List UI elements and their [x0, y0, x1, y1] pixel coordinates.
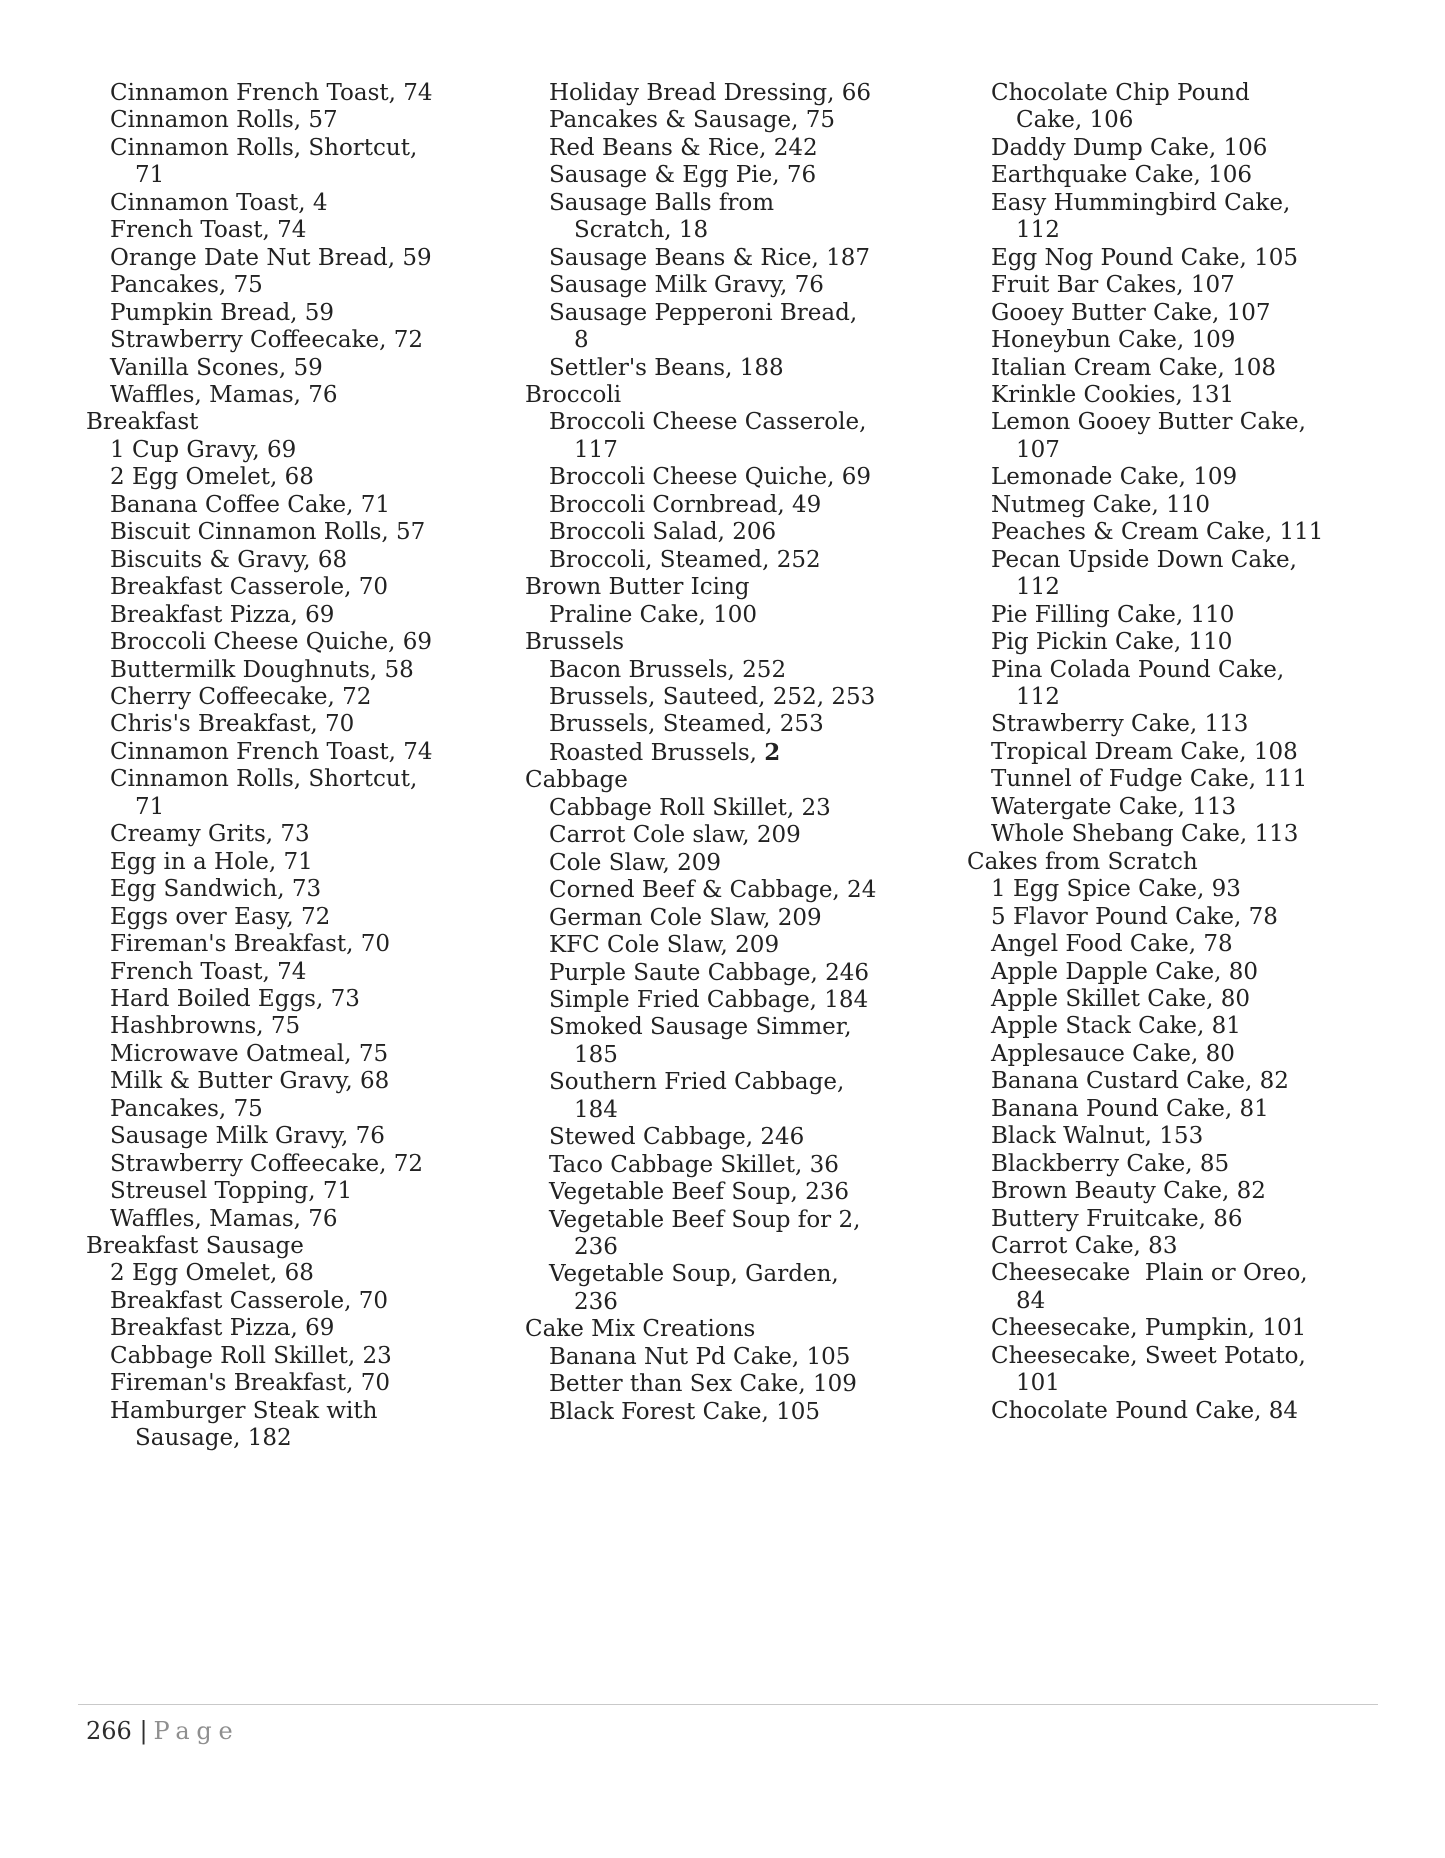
index-entry: Cole Slaw, 209 [549, 849, 722, 876]
index-entry: Chocolate Pound Cake, 84 [991, 1397, 1299, 1424]
index-entry: Broccoli Cornbread, 49 [549, 491, 822, 518]
index-entry-continuation: 101 [1016, 1370, 1060, 1397]
index-entry: Pancakes, 75 [110, 272, 263, 299]
index-entry: Chris's Breakfast, 70 [110, 711, 355, 738]
index-entry: Waffles, Mamas, 76 [110, 381, 338, 408]
index-entry: Pecan Upside Down Cake, [991, 546, 1297, 573]
index-entry-continuation: 185 [574, 1041, 618, 1068]
index-entry: Chocolate Chip Pound [991, 80, 1250, 106]
index-entry-continuation: 184 [574, 1096, 618, 1123]
index-entry: Eggs over Easy, 72 [110, 903, 331, 930]
index-entry: Apple Stack Cake, 81 [991, 1013, 1241, 1040]
index-section-heading: Cabbage [525, 767, 628, 794]
index-entry: Purple Saute Cabbage, 246 [549, 959, 870, 986]
footer-separator-bar: | [139, 1717, 148, 1745]
index-entry: Cheesecake, Sweet Potato, [991, 1342, 1306, 1369]
index-entry-continuation: 8 [574, 327, 589, 354]
index-entry: Vegetable Beef Soup, 236 [549, 1179, 850, 1206]
index-entry: Pina Colada Pound Cake, [991, 656, 1285, 683]
index-entry: French Toast, 74 [110, 958, 307, 985]
index-entry: Gooey Butter Cake, 107 [991, 299, 1271, 326]
index-entry: Pancakes, 75 [110, 1095, 263, 1122]
index-entry: Egg Nog Pound Cake, 105 [991, 244, 1298, 271]
index-entry: Cinnamon Rolls, Shortcut, [110, 134, 418, 161]
footer-divider [78, 1704, 1378, 1705]
index-entry-continuation: 117 [574, 436, 618, 463]
index-entry: Sausage Milk Gravy, 76 [549, 272, 824, 299]
index-entry: Italian Cream Cake, 108 [991, 354, 1277, 381]
index-entry: Cheesecake Plain or Oreo, [991, 1260, 1308, 1287]
index-entry: Lemonade Cake, 109 [991, 464, 1238, 491]
index-entry: Cinnamon French Toast, 74 [110, 80, 433, 106]
index-entry: Angel Food Cake, 78 [991, 931, 1233, 958]
index-entry: Biscuit Cinnamon Rolls, 57 [110, 519, 426, 546]
index-entry: Banana Custard Cake, 82 [991, 1068, 1289, 1095]
index-entry: Egg in a Hole, 71 [110, 848, 313, 875]
index-entry: Cinnamon French Toast, 74 [110, 738, 433, 765]
index-section-heading: Cakes from Scratch [967, 848, 1198, 875]
index-entry: Taco Cabbage Skillet, 36 [549, 1151, 839, 1178]
index-entry: Apple Skillet Cake, 80 [991, 985, 1251, 1012]
index-entry-continuation: 236 [574, 1234, 618, 1261]
index-entry: Simple Fried Cabbage, 184 [549, 986, 869, 1013]
index-entry: 1 Cup Gravy, 69 [110, 436, 297, 463]
index-entry: Tropical Dream Cake, 108 [991, 738, 1298, 765]
index-entry: Daddy Dump Cake, 106 [991, 134, 1268, 161]
index-entry: Hashbrowns, 75 [110, 1013, 301, 1040]
index-entry: Waffles, Mamas, 76 [110, 1205, 338, 1232]
index-entry: Fireman's Breakfast, 70 [110, 931, 391, 958]
index-entry: Cabbage Roll Skillet, 23 [110, 1342, 392, 1369]
index-entry: Broccoli Cheese Casserole, [549, 409, 867, 436]
index-entry: 5 Flavor Pound Cake, 78 [991, 903, 1278, 930]
index-entry: Nutmeg Cake, 110 [991, 491, 1211, 518]
index-entry: Blackberry Cake, 85 [991, 1150, 1230, 1177]
index-entry: Fruit Bar Cakes, 107 [991, 272, 1235, 299]
index-entry: Bacon Brussels, 252 [549, 656, 787, 683]
index-entry-continuation: Scratch, 18 [574, 217, 709, 244]
index-entry: Streusel Topping, 71 [110, 1178, 353, 1205]
index-entry: Watergate Cake, 113 [991, 793, 1237, 820]
index-entry: Smoked Sausage Simmer, [549, 1014, 852, 1041]
index-entry: Sausage & Egg Pie, 76 [549, 162, 817, 189]
index-entry: Brown Beauty Cake, 82 [991, 1178, 1266, 1205]
index-entry: Breakfast Pizza, 69 [110, 601, 335, 628]
index-entry: Strawberry Cake, 113 [991, 711, 1249, 738]
index-entry: 2 Egg Omelet, 68 [110, 464, 314, 491]
index-entry: Roasted Brussels, 2 [549, 738, 781, 766]
index-entry: Red Beans & Rice, 242 [549, 134, 818, 161]
index-entry-continuation: 112 [1016, 217, 1060, 244]
index-entry: Strawberry Coffeecake, 72 [110, 1150, 424, 1177]
page-footer [86, 1716, 239, 1746]
index-entry: Vegetable Beef Soup for 2, [549, 1206, 861, 1233]
index-entry: Cinnamon Rolls, 57 [110, 107, 338, 134]
index-entry: Biscuits & Gravy, 68 [110, 546, 348, 573]
index-entry: Banana Pound Cake, 81 [991, 1095, 1269, 1122]
footer-page-label: Page [153, 1717, 240, 1745]
index-entry: Broccoli Cheese Quiche, 69 [549, 464, 871, 491]
index-entry: Stewed Cabbage, 246 [549, 1124, 805, 1151]
index-entry: Pig Pickin Cake, 110 [991, 629, 1233, 656]
index-section-heading: Brown Butter Icing [525, 574, 750, 601]
index-entry: Sausage Beans & Rice, 187 [549, 244, 871, 271]
index-entry: Krinkle Cookies, 131 [991, 381, 1235, 408]
index-entry: Buttery Fruitcake, 86 [991, 1205, 1243, 1232]
index-entry: Cinnamon Rolls, Shortcut, [110, 766, 418, 793]
index-entry: Sausage Milk Gravy, 76 [110, 1123, 385, 1150]
index-column-1 [86, 80, 433, 1453]
index-entry: Cinnamon Toast, 4 [110, 189, 328, 216]
index-entry: Buttermilk Doughnuts, 58 [110, 656, 414, 683]
index-entry: Milk & Butter Gravy, 68 [110, 1068, 390, 1095]
index-entry: Black Walnut, 153 [991, 1123, 1204, 1150]
index-entry: Carrot Cake, 83 [991, 1233, 1178, 1260]
index-entry: Cherry Coffeecake, 72 [110, 683, 372, 710]
index-entry: Brussels, Steamed, 253 [549, 711, 824, 738]
index-entry: Lemon Gooey Butter Cake, [991, 409, 1306, 436]
index-section-heading: Breakfast [86, 409, 199, 436]
index-entry: Hard Boiled Eggs, 73 [110, 985, 360, 1012]
index-entry: Whole Shebang Cake, 113 [991, 821, 1299, 848]
page-number: 266 [86, 1717, 132, 1745]
index-entry: Honeybun Cake, 109 [991, 327, 1236, 354]
index-entry: Easy Hummingbird Cake, [991, 189, 1291, 216]
index-column-3 [967, 80, 1323, 1425]
index-entry: Fireman's Breakfast, 70 [110, 1370, 391, 1397]
index-entry: Hamburger Steak with [110, 1397, 378, 1424]
index-entry: Pancakes & Sausage, 75 [549, 107, 836, 134]
index-section-heading: Broccoli [525, 381, 622, 408]
index-entry: Broccoli Cheese Quiche, 69 [110, 629, 432, 656]
index-entry: Tunnel of Fudge Cake, 111 [991, 766, 1308, 793]
index-section-heading: Breakfast Sausage [86, 1233, 304, 1260]
index-entry: KFC Cole Slaw, 209 [549, 932, 780, 959]
index-entry: French Toast, 74 [110, 217, 307, 244]
index-entry-continuation: 112 [1016, 683, 1060, 710]
index-entry: Pumpkin Bread, 59 [110, 299, 335, 326]
index-entry: German Cole Slaw, 209 [549, 904, 822, 931]
index-entry: Peaches & Cream Cake, 111 [991, 519, 1324, 546]
index-entry: Cheesecake, Pumpkin, 101 [991, 1315, 1307, 1342]
index-entry-continuation: Sausage, 182 [135, 1425, 292, 1452]
index-entry: Broccoli Salad, 206 [549, 519, 777, 546]
index-entry: Breakfast Casserole, 70 [110, 574, 388, 601]
index-entry: Praline Cake, 100 [549, 601, 758, 628]
index-entry: Strawberry Coffeecake, 72 [110, 327, 424, 354]
index-entry: Breakfast Pizza, 69 [110, 1315, 335, 1342]
index-entry: Sausage Balls from [549, 189, 775, 216]
index-entry: Carrot Cole slaw, 209 [549, 822, 801, 849]
index-entry: Earthquake Cake, 106 [991, 162, 1253, 189]
index-entry: Better than Sex Cake, 109 [549, 1371, 857, 1398]
index-entry: Egg Sandwich, 73 [110, 876, 322, 903]
index-entry: Settler's Beans, 188 [549, 354, 784, 381]
index-entry: Holiday Bread Dressing, 66 [549, 80, 872, 106]
index-entry: Black Forest Cake, 105 [549, 1398, 820, 1425]
index-entry: Vegetable Soup, Garden, [549, 1261, 839, 1288]
index-entry: 1 Egg Spice Cake, 93 [991, 876, 1241, 903]
index-entry-continuation: 236 [574, 1288, 618, 1315]
index-section-heading: Brussels [525, 629, 625, 656]
index-entry: Apple Dapple Cake, 80 [991, 958, 1258, 985]
index-entry: Vanilla Scones, 59 [110, 354, 323, 381]
index-entry: Banana Coffee Cake, 71 [110, 491, 391, 518]
index-entry: Pie Filling Cake, 110 [991, 601, 1235, 628]
index-entry: Corned Beef & Cabbage, 24 [549, 877, 877, 904]
index-entry: Sausage Pepperoni Bread, [549, 299, 858, 326]
index-entry-continuation: 84 [1016, 1287, 1046, 1314]
index-entry-continuation: 71 [135, 793, 165, 820]
index-entry-continuation: Cake, 106 [1016, 107, 1134, 134]
index-entry: Banana Nut Pd Cake, 105 [549, 1343, 851, 1370]
index-entry-continuation: 71 [135, 162, 165, 189]
index-column-2 [525, 80, 876, 1426]
index-entry: 2 Egg Omelet, 68 [110, 1260, 314, 1287]
index-entry: Creamy Grits, 73 [110, 821, 310, 848]
index-entry: Breakfast Casserole, 70 [110, 1287, 388, 1314]
index-entry: Southern Fried Cabbage, [549, 1069, 845, 1096]
index-section-heading: Cake Mix Creations [525, 1316, 756, 1343]
index-entry: Orange Date Nut Bread, 59 [110, 244, 432, 271]
index-entry: Broccoli, Steamed, 252 [549, 546, 821, 573]
index-entry: Microwave Oatmeal, 75 [110, 1040, 389, 1067]
index-entry: Cabbage Roll Skillet, 23 [549, 794, 831, 821]
index-entry-continuation: 107 [1016, 436, 1060, 463]
index-entry: Brussels, Sauteed, 252, 253 [549, 683, 876, 710]
index-entry-continuation: 112 [1016, 574, 1060, 601]
index-entry: Applesauce Cake, 80 [991, 1040, 1235, 1067]
